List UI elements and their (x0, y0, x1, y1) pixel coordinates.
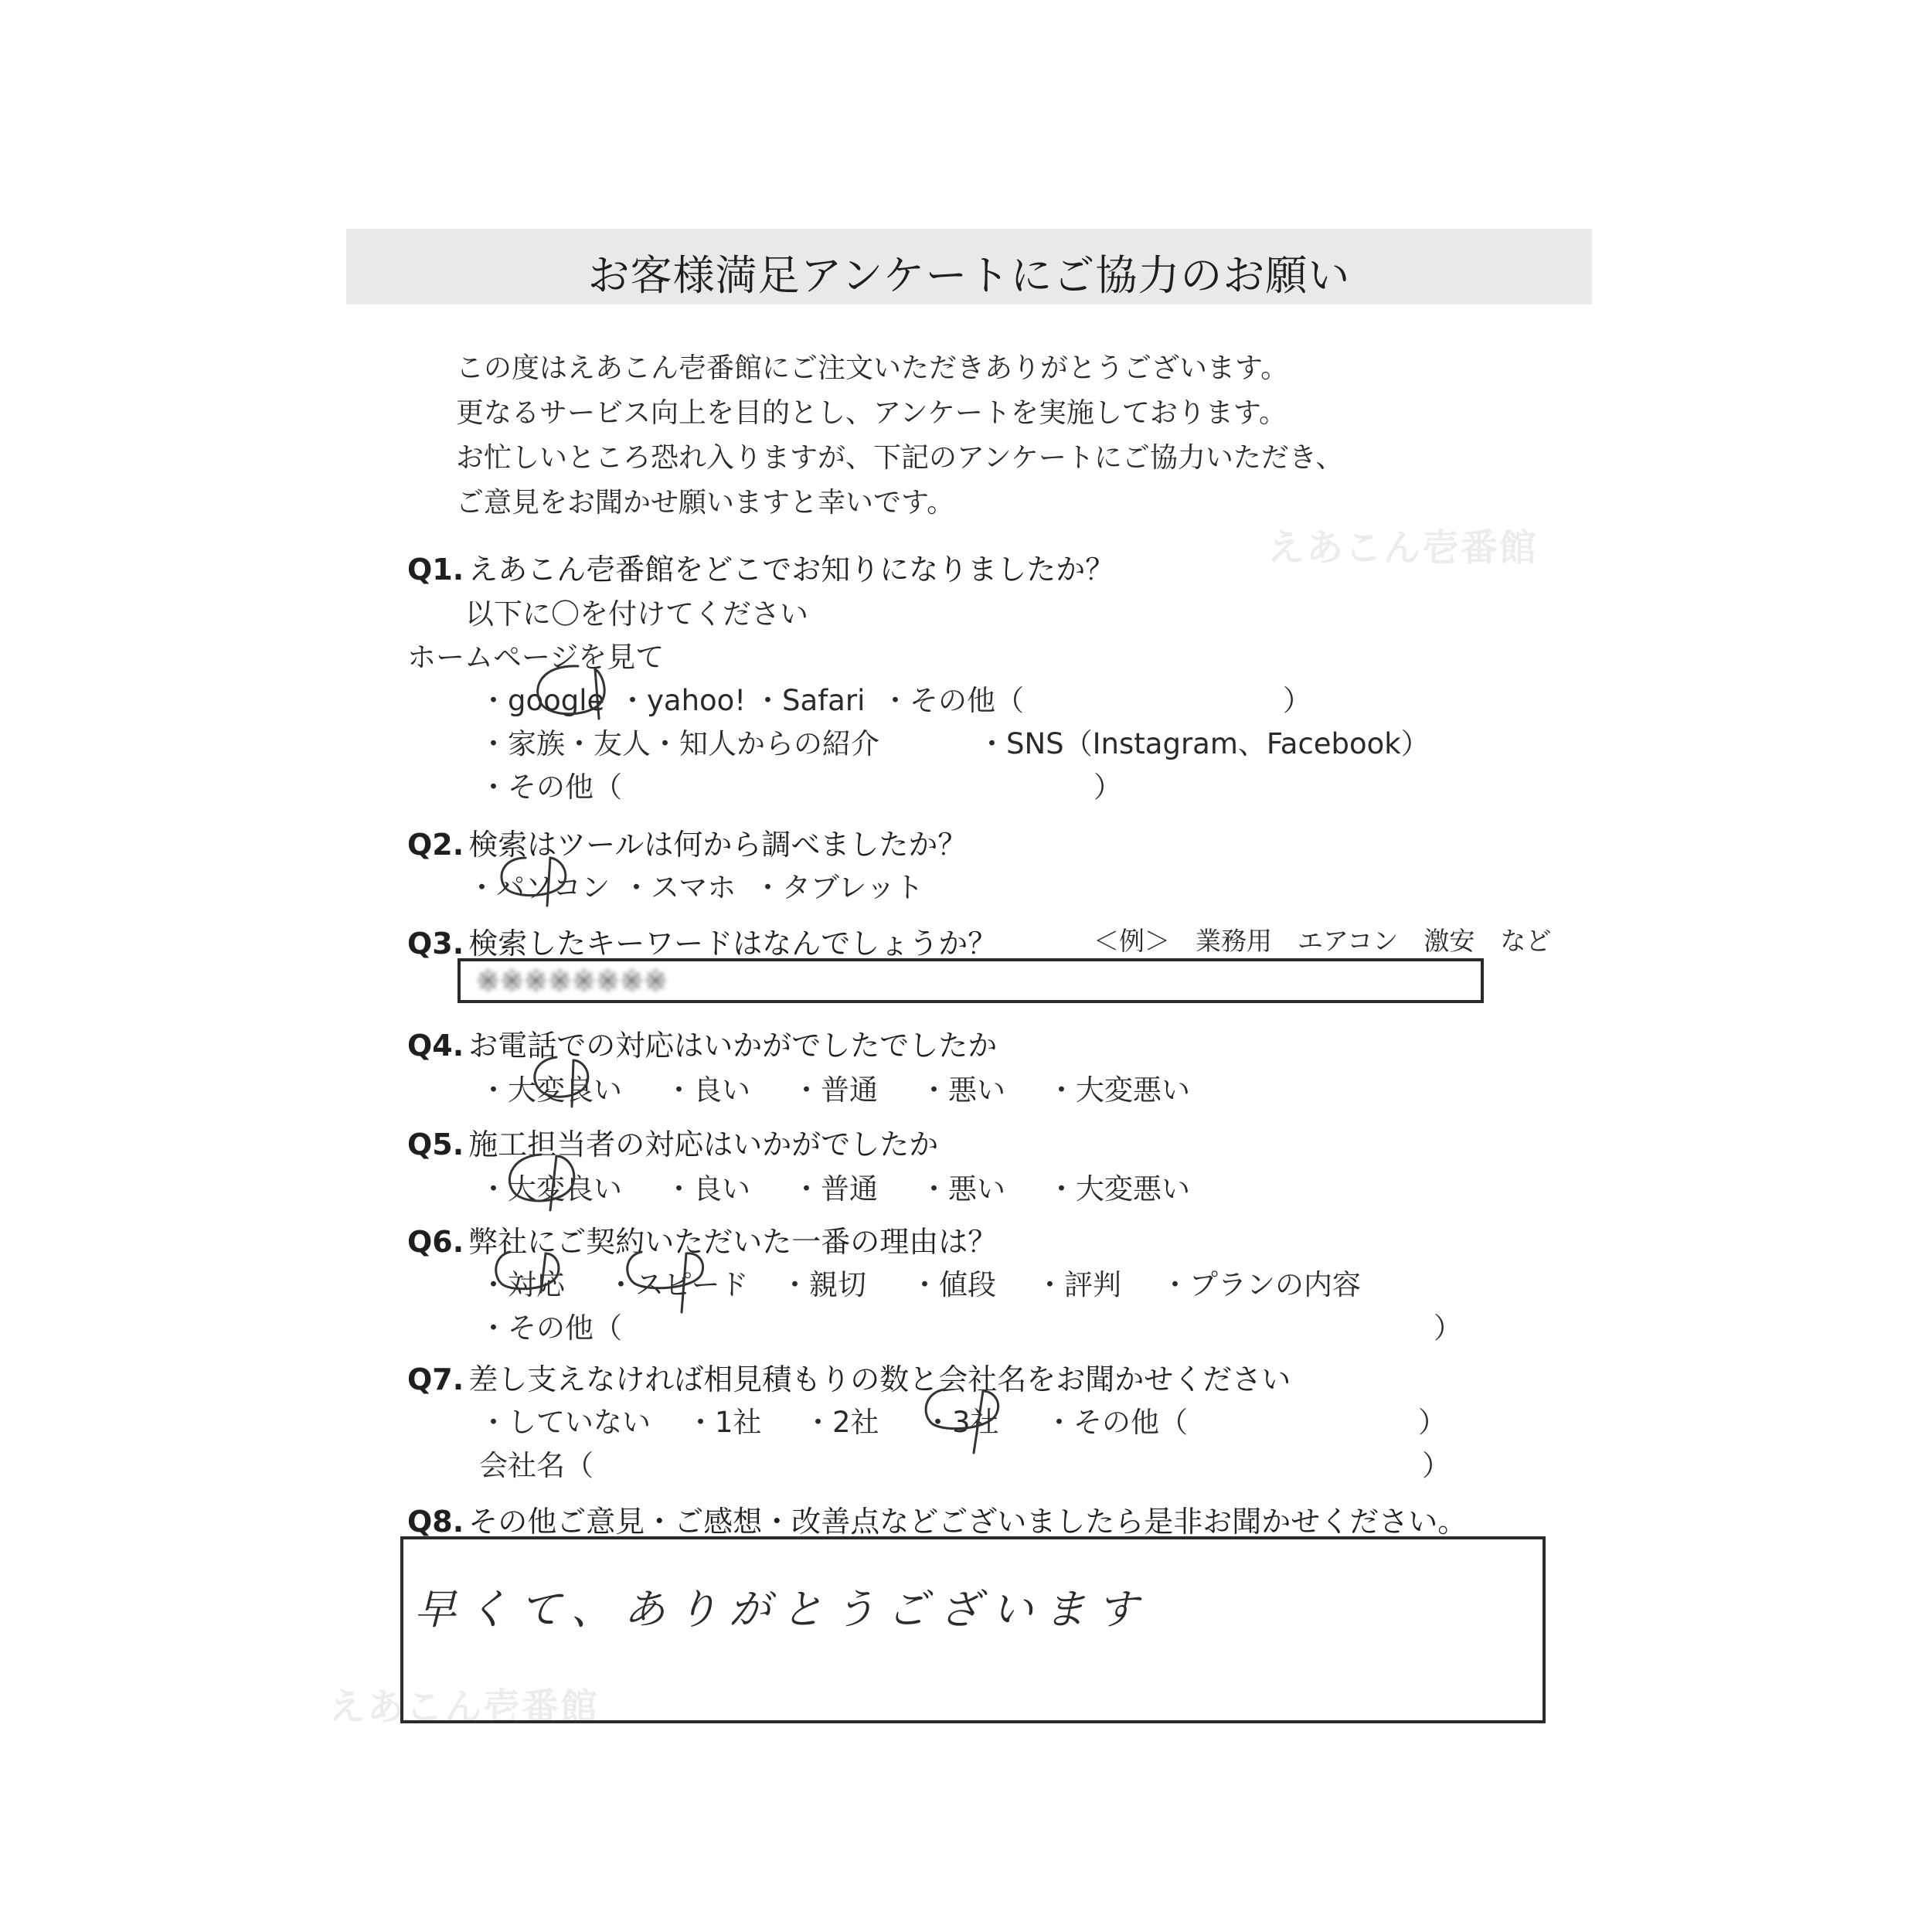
q5-option-bad[interactable]: ・悪い (920, 1172, 1005, 1206)
q1-option-referral[interactable]: ・家族・友人・知人からの紹介 (479, 727, 879, 760)
q7-option-other[interactable]: ・その他（ (1045, 1406, 1188, 1439)
q2-question (407, 821, 967, 863)
q1-option-other-close: ） (1283, 684, 1311, 717)
q8-question (407, 1498, 1467, 1540)
q6-question (407, 1218, 997, 1260)
q7-question (407, 1355, 1291, 1398)
q7-company-label[interactable]: 会社名（ (479, 1449, 594, 1482)
q3-example: ＜例＞ 業務用 エアコン 激安 など (1094, 926, 1552, 956)
q6-option-price[interactable]: ・値段 (910, 1268, 996, 1301)
q2-text: 検索はツールは何から調べましたか？ (468, 828, 968, 862)
q5-option-very-bad[interactable]: ・大変悪い (1047, 1172, 1190, 1206)
q3-text: 検索したキーワードはなんでしょうか？ (468, 927, 998, 961)
q6-option-response[interactable]: ・対応 (479, 1268, 565, 1301)
q5-option-good[interactable]: ・良い (665, 1172, 750, 1206)
q6-option-speed[interactable]: ・スピード (607, 1268, 749, 1301)
q7-number: Q7. (407, 1362, 464, 1396)
q5-text: 施工担当者の対応はいかがでしたか (468, 1128, 939, 1162)
intro-line-2: 更なるサービス向上を目的とし、アンケートを実施しております。 (456, 397, 1287, 429)
q1-option-yahoo[interactable]: ・yahoo! (618, 684, 747, 717)
q6-text: 弊社にご契約いただいた一番の理由は？ (468, 1225, 998, 1259)
q1-group-label: ホームページを見て (407, 641, 665, 674)
q6-option-kindness[interactable]: ・親切 (781, 1268, 866, 1301)
q4-question (407, 1022, 997, 1064)
intro-line-4: ご意見をお聞かせ願いますと幸いです。 (456, 487, 955, 519)
q2-option-tablet[interactable]: ・タブレット (753, 871, 924, 904)
q1-number: Q1. (407, 553, 464, 587)
q4-option-good[interactable]: ・良い (665, 1073, 750, 1107)
intro-line-3: お忙しいところ恐れ入りますが、下記のアンケートにご協力いただき、 (456, 442, 1344, 474)
q1-question (407, 546, 1114, 588)
q2-option-pc[interactable]: ・パソコン (468, 871, 611, 904)
q3-question (407, 920, 997, 962)
q1-option-other[interactable]: ・その他（ (881, 684, 1024, 717)
q6-option-other-close: ） (1434, 1311, 1462, 1345)
q3-answer-text: ※※※※※※※※ (476, 964, 668, 998)
q1-option-other-2[interactable]: ・その他（ (479, 770, 622, 804)
q4-option-very-bad[interactable]: ・大変悪い (1047, 1073, 1190, 1107)
q4-option-bad[interactable]: ・悪い (920, 1073, 1005, 1107)
q7-option-3[interactable]: ・3社 (923, 1406, 999, 1439)
q8-text: その他ご意見・ご感想・改善点などございましたら是非お聞かせください。 (468, 1505, 1468, 1539)
q1-option-safari[interactable]: ・Safari (753, 684, 866, 717)
page-title: お客様満足アンケートにご協力のお願い (587, 251, 1351, 300)
q6-option-reputation[interactable]: ・評判 (1036, 1268, 1121, 1301)
title-bar (346, 229, 1592, 304)
q2-number: Q2. (407, 828, 464, 862)
q3-answer-box[interactable] (457, 958, 1484, 1003)
q1-text: えあこん壱番館をどこでお知りになりましたか？ (468, 553, 1115, 587)
q8-answer-box[interactable] (400, 1536, 1546, 1723)
q7-option-other-close: ） (1418, 1406, 1447, 1439)
q7-option-2[interactable]: ・2社 (804, 1406, 879, 1439)
q7-option-1[interactable]: ・1社 (686, 1406, 762, 1439)
q7-option-none[interactable]: ・していない (479, 1406, 651, 1439)
q5-option-normal[interactable]: ・普通 (792, 1172, 878, 1206)
watermark-top: えあこん壱番館 (1267, 526, 1539, 570)
q1-option-sns[interactable]: ・SNS（Instagram、Facebook） (978, 727, 1430, 760)
q5-option-very-good[interactable]: ・大変良い (479, 1172, 622, 1206)
q4-option-very-good[interactable]: ・大変良い (479, 1073, 622, 1107)
q1-instruction: 以下に〇を付けてください (465, 597, 808, 631)
q5-question (407, 1121, 938, 1163)
q3-number: Q3. (407, 927, 464, 961)
watermark-bottom: えあこん壱番館 (328, 1685, 600, 1729)
q8-number: Q8. (407, 1505, 464, 1539)
q7-company-close: ） (1422, 1449, 1451, 1482)
q2-option-smartphone[interactable]: ・スマホ (622, 871, 736, 904)
q1-option-google[interactable]: ・google (479, 684, 605, 717)
q4-number: Q4. (407, 1029, 464, 1063)
q6-option-plan[interactable]: ・プランの内容 (1161, 1268, 1361, 1301)
q4-option-normal[interactable]: ・普通 (792, 1073, 878, 1107)
q6-number: Q6. (407, 1225, 464, 1259)
q5-number: Q5. (407, 1128, 464, 1162)
q7-text: 差し支えなければ相見積もりの数と会社名をお聞かせください (468, 1362, 1291, 1396)
intro-line-1: この度はえあこん壱番館にご注文いただきありがとうございます。 (456, 352, 1289, 384)
q8-answer-text: 早くて、ありがとうございます (414, 1585, 1149, 1634)
q4-text: お電話での対応はいかがでしたでしたか (468, 1029, 998, 1063)
q1-option-other-2-close: ） (1094, 770, 1122, 804)
q6-option-other[interactable]: ・その他（ (479, 1311, 622, 1345)
